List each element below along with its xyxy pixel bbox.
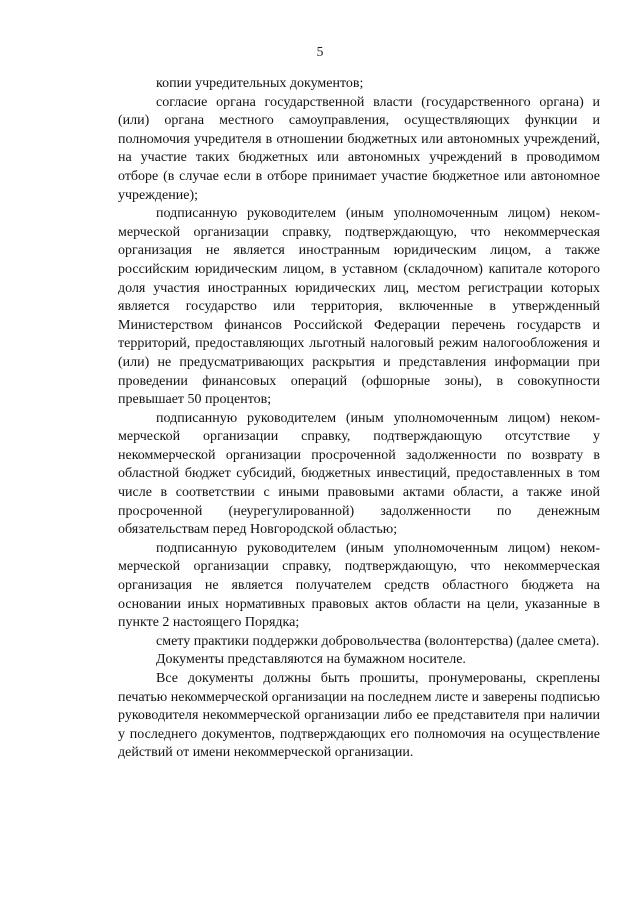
paragraph-founding-documents: копии учредительных документов; bbox=[156, 76, 364, 91]
paragraph-paper-medium: Документы представляются на бумажном носителе. bbox=[156, 652, 466, 668]
paragraph-document-binding: Все документы должны быть прошиты, пронумерованы, скреплены печатью некоммерческой организации на последнем листе и заверены подписью руководителя некоммерческой организации либо ее представителя при наличии у последнего документов, подтверждающих его полномочия на осуществление действий от имени некоммерческой организации. bbox=[118, 671, 600, 761]
paragraph-volunteering-estimate: смету практики поддержки добровольчества (волонтерства) (далее смета). bbox=[156, 633, 600, 649]
paragraph-foreign-entity-certificate: подписанную руководителем (иным уполномоченным лицом) неком-мерческой организации справку, подтверждающую, что некоммерческая организация не является иностранным юридическим лицом, а также российским юридическим лицом, в уставном (складочном) капитале которого доля участия иностранных юридических лиц, местом регистрации которых является государство или территория, включенные в утвержденный Министерством финансов Российской Федерации перечень государств и территорий, предоставляющих льготный налоговый режим налогообложения и (или) не предусматривающих раскрытия и представления информации при проведении финансовых операций (офшорные зоны), в совокупности превышает 50 процентов; bbox=[118, 206, 600, 408]
document-body bbox=[118, 75, 600, 763]
paragraph-not-recipient-certificate: подписанную руководителем (иным уполномоченным лицом) неком-мерческой организации справку, подтверждающую, что некоммерческая организация не является получателем средств областного бюджета на основании иных нормативных правовых актов области на цели, указанные в пункте 2 настоящего Порядка; bbox=[118, 540, 600, 631]
paragraph-no-debt-certificate: подписанную руководителем (иным уполномоченным лицом) неком-мерческой организации справку, подтверждающую отсутствие у некоммерческой организации просроченной задолженности по возврату в областной бюджет субсидий, бюджетных инвестиций, предоставленных в том числе в соответствии с иными правовыми актами области, а также иной просроченной (неурегулированной) задолженности по денежным обязательствам перед Новгородской областью; bbox=[118, 410, 600, 538]
paragraph-authority-consent: согласие органа государственной власти (государственного органа) и (или) органа местного самоуправления, осуществляющих функции и полномочия учредителя в отношении бюджетных или автономных учреждений, на участие таких бюджетных или автономных учреждений в проводимом отборе (в случае если в отборе принимает участие бюджетное или автономное учреждение); bbox=[118, 94, 600, 203]
page-number: 5 bbox=[316, 44, 324, 59]
